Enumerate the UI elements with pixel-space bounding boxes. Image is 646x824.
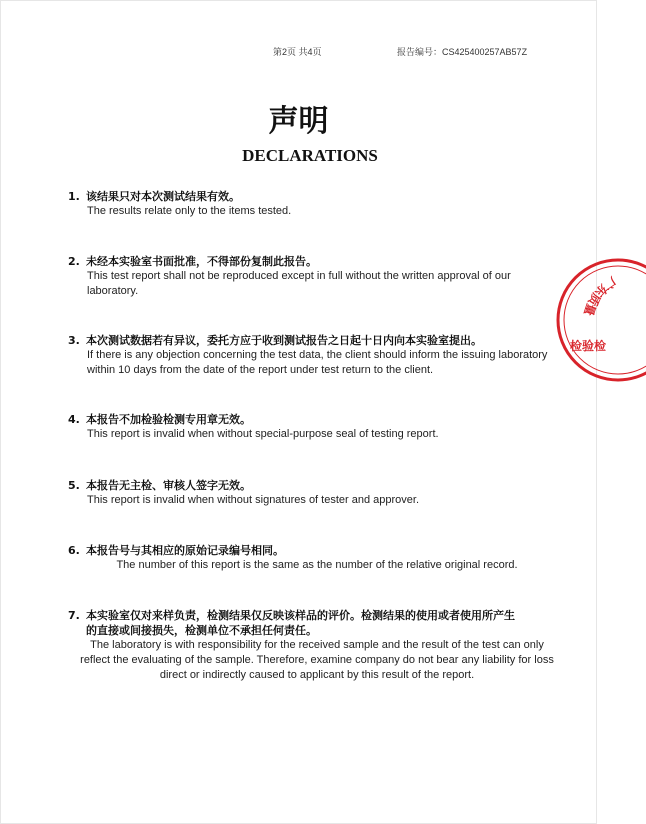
item-text-en: This test report shall not be reproduced except in full without the written approval of our laboratory. [87, 270, 511, 297]
seal-stamp-icon [556, 255, 646, 385]
declaration-item-6 [68, 543, 556, 573]
item-text-en: This report is invalid when without signatures of tester and approver. [87, 494, 420, 506]
item-number: 4. [68, 413, 80, 426]
item-text-en: This report is invalid when without special-purpose seal of testing report. [87, 428, 439, 440]
item-text-zh: 未经本实验室书面批准，不得部份复制此报告。 [86, 255, 317, 268]
item-text-zh: 该结果只对本次测试结果有效。 [86, 190, 240, 203]
item-text-zh-cont: 的直接或间接损失，检测单位不承担任何责任。 [86, 624, 317, 637]
declaration-item-2 [68, 254, 556, 299]
declaration-item-4 [68, 412, 556, 442]
item-number: 3. [68, 334, 80, 347]
item-text-zh: 本报告不加检验检测专用章无效。 [86, 413, 251, 426]
declaration-item-7 [68, 608, 556, 683]
page-title-zh: 声明 [268, 104, 329, 139]
declaration-item-3 [68, 333, 556, 378]
page-number: 第2页 共4页 [273, 47, 322, 57]
item-text-zh: 本实验室仅对来样负责，检测结果仅反映该样品的评价。检测结果的使用或者使用所产生 [86, 609, 515, 622]
item-number: 6. [68, 544, 80, 557]
declaration-item-5 [68, 478, 556, 508]
svg-text:检验检: 检验检 [570, 339, 607, 353]
item-text-en: The laboratory is with responsibility for the received sample and the result of the test can only reflect the evaluating of the sample. Therefore, examine company do not bear any liability for loss direct or indirectly caused to applicant by this result of the report. [80, 639, 554, 681]
item-text-zh: 本报告无主检、审核人签字无效。 [86, 479, 251, 492]
item-text-zh: 本报告号与其相应的原始记录编号相同。 [86, 544, 284, 557]
item-number: 5. [68, 479, 80, 492]
item-text-en: The number of this report is the same as the number of the relative original record. [116, 559, 518, 571]
page-title-en: DECLARATIONS [242, 146, 378, 165]
item-text-en: The results relate only to the items tested. [87, 205, 292, 217]
item-number: 1. [68, 190, 80, 203]
item-number: 7. [68, 609, 80, 622]
item-text-zh: 本次测试数据若有异议，委托方应于收到测试报告之日起十日内向本实验室提出。 [86, 334, 482, 347]
report-number: 报告编号：CS425400257AB57Z [397, 47, 528, 57]
item-text-en: If there is any objection concerning the test data, the client should inform the issuing laboratory within 10 days from the date of the report under test return to the client. [87, 349, 548, 376]
declaration-item-1 [68, 189, 556, 219]
item-number: 2. [68, 255, 80, 268]
svg-text:广东质量: 广东质量 [581, 274, 619, 318]
